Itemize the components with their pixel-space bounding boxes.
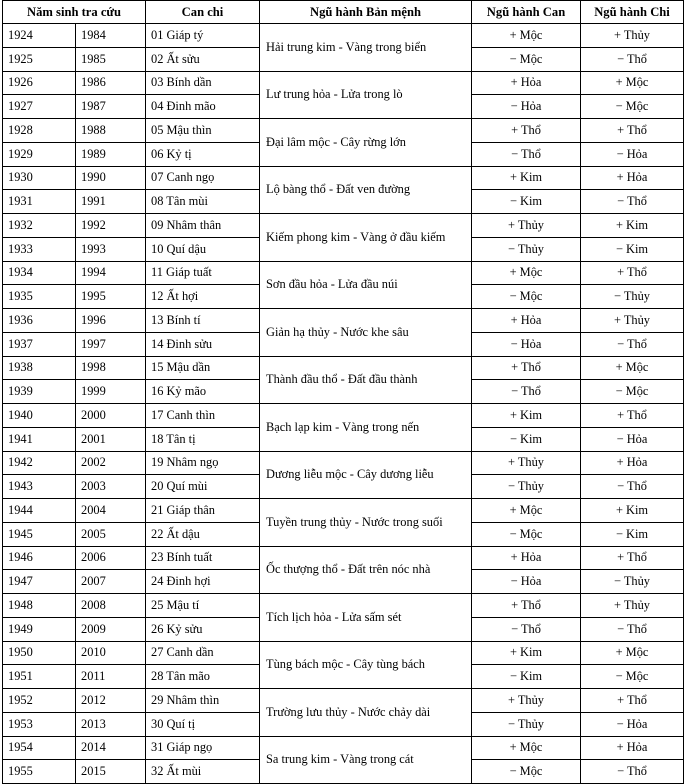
birth-year-cell: 1930: [3, 166, 76, 190]
birth-year-cell: 1955: [3, 760, 76, 784]
birth-year-alt-cell: 1984: [76, 24, 146, 48]
ngu-hanh-can-cell: − Mộc: [472, 760, 581, 784]
birth-year-cell: 1932: [3, 214, 76, 238]
ngu-hanh-can-cell: − Hỏa: [472, 570, 581, 594]
birth-year-alt-cell: 1998: [76, 356, 146, 380]
ngu-hanh-can-cell: + Thổ: [472, 119, 581, 143]
table-row: [3, 404, 684, 428]
ngu-hanh-chi-cell: + Thổ: [581, 261, 684, 285]
birth-year-cell: 1927: [3, 95, 76, 119]
birth-year-cell: 1950: [3, 641, 76, 665]
can-chi-cell: 19 Nhâm ngọ: [146, 451, 260, 475]
ngu-hanh-chi-cell: + Thổ: [581, 546, 684, 570]
can-chi-cell: 09 Nhâm thân: [146, 214, 260, 238]
ngu-hanh-can-cell: + Kim: [472, 166, 581, 190]
birth-year-cell: 1931: [3, 190, 76, 214]
birth-year-cell: 1940: [3, 404, 76, 428]
ban-menh-cell: Giản hạ thủy - Nước khe sâu: [260, 309, 472, 357]
table-row: [3, 309, 684, 333]
ngu-hanh-chi-cell: − Thổ: [581, 475, 684, 499]
can-chi-cell: 16 Kỷ mão: [146, 380, 260, 404]
header-ban-menh: Ngũ hành Bản mệnh: [260, 1, 472, 24]
ngu-hanh-chi-cell: − Hỏa: [581, 142, 684, 166]
birth-year-alt-cell: 1993: [76, 237, 146, 261]
birth-year-cell: 1941: [3, 427, 76, 451]
ngu-hanh-chi-cell: − Thổ: [581, 760, 684, 784]
birth-year-alt-cell: 2009: [76, 617, 146, 641]
birth-year-cell: 1946: [3, 546, 76, 570]
ngu-hanh-chi-cell: − Thổ: [581, 190, 684, 214]
birth-year-alt-cell: 2010: [76, 641, 146, 665]
ngu-hanh-can-cell: − Mộc: [472, 47, 581, 71]
birth-year-cell: 1942: [3, 451, 76, 475]
header-row: [3, 1, 684, 24]
ngu-hanh-can-cell: − Hỏa: [472, 332, 581, 356]
ngu-hanh-can-cell: − Thủy: [472, 237, 581, 261]
can-chi-cell: 22 Ất dậu: [146, 522, 260, 546]
birth-year-cell: 1937: [3, 332, 76, 356]
can-chi-cell: 11 Giáp tuất: [146, 261, 260, 285]
ngu-hanh-chi-cell: − Thổ: [581, 47, 684, 71]
can-chi-cell: 03 Bính dần: [146, 71, 260, 95]
ban-menh-cell: Dương liễu mộc - Cây dương liễu: [260, 451, 472, 499]
ngu-hanh-chi-cell: + Mộc: [581, 71, 684, 95]
birth-year-cell: 1929: [3, 142, 76, 166]
header-can-chi: Can chi: [146, 1, 260, 24]
can-chi-cell: 18 Tân tị: [146, 427, 260, 451]
ngu-hanh-chi-cell: + Hỏa: [581, 736, 684, 760]
can-chi-cell: 08 Tân mùi: [146, 190, 260, 214]
ngu-hanh-can-cell: + Mộc: [472, 261, 581, 285]
ngu-hanh-can-cell: − Thủy: [472, 712, 581, 736]
birth-year-alt-cell: 2005: [76, 522, 146, 546]
ban-menh-cell: Sơn đầu hỏa - Lửa đầu núi: [260, 261, 472, 309]
table-row: [3, 166, 684, 190]
birth-year-cell: 1933: [3, 237, 76, 261]
ban-menh-cell: Sa trung kim - Vàng trong cát: [260, 736, 472, 784]
ban-menh-cell: Lư trung hỏa - Lửa trong lò: [260, 71, 472, 119]
birth-year-cell: 1954: [3, 736, 76, 760]
ban-menh-cell: Kiếm phong kim - Vàng ở đầu kiếm: [260, 214, 472, 262]
ngu-hanh-chi-cell: − Kim: [581, 237, 684, 261]
birth-year-alt-cell: 2000: [76, 404, 146, 428]
birth-year-cell: 1934: [3, 261, 76, 285]
table-row: [3, 641, 684, 665]
table-row: [3, 594, 684, 618]
ngu-hanh-can-cell: + Mộc: [472, 736, 581, 760]
ngu-hanh-can-cell: + Thủy: [472, 214, 581, 238]
ban-menh-cell: Ốc thượng thổ - Đất trên nóc nhà: [260, 546, 472, 594]
can-chi-cell: 27 Canh dần: [146, 641, 260, 665]
can-chi-cell: 32 Ất mùi: [146, 760, 260, 784]
birth-year-cell: 1938: [3, 356, 76, 380]
ban-menh-cell: Trường lưu thủy - Nước chảy dài: [260, 689, 472, 737]
ngu-hanh-can-cell: − Mộc: [472, 285, 581, 309]
ban-menh-cell: Tích lịch hỏa - Lửa sấm sét: [260, 594, 472, 642]
birth-year-cell: 1928: [3, 119, 76, 143]
ngu-hanh-can-cell: − Kim: [472, 427, 581, 451]
ngu-hanh-chi-cell: − Thủy: [581, 285, 684, 309]
birth-year-cell: 1943: [3, 475, 76, 499]
ngu-hanh-chi-cell: + Thủy: [581, 594, 684, 618]
table-row: [3, 214, 684, 238]
birth-year-alt-cell: 1985: [76, 47, 146, 71]
birth-year-cell: 1935: [3, 285, 76, 309]
ngu-hanh-can-cell: − Hỏa: [472, 95, 581, 119]
can-chi-cell: 05 Mậu thìn: [146, 119, 260, 143]
birth-year-alt-cell: 1995: [76, 285, 146, 309]
ngu-hanh-can-cell: + Mộc: [472, 24, 581, 48]
birth-year-cell: 1926: [3, 71, 76, 95]
birth-year-alt-cell: 2012: [76, 689, 146, 713]
ngu-hanh-chi-cell: + Thổ: [581, 689, 684, 713]
table-row: [3, 546, 684, 570]
birth-year-cell: 1945: [3, 522, 76, 546]
ban-menh-cell: Đại lâm mộc - Cây rừng lớn: [260, 119, 472, 167]
ban-menh-cell: Bạch lạp kim - Vàng trong nến: [260, 404, 472, 452]
ban-menh-cell: Hải trung kim - Vàng trong biển: [260, 24, 472, 72]
ngu-hanh-chi-cell: + Hỏa: [581, 451, 684, 475]
ngu-hanh-can-cell: − Thổ: [472, 142, 581, 166]
can-chi-cell: 15 Mậu dần: [146, 356, 260, 380]
can-chi-cell: 23 Bính tuất: [146, 546, 260, 570]
can-chi-cell: 26 Kỷ sửu: [146, 617, 260, 641]
birth-year-cell: 1924: [3, 24, 76, 48]
birth-year-alt-cell: 1994: [76, 261, 146, 285]
birth-year-alt-cell: 1990: [76, 166, 146, 190]
can-chi-cell: 24 Đinh hợi: [146, 570, 260, 594]
can-chi-cell: 06 Kỷ tị: [146, 142, 260, 166]
ban-menh-cell: Tuyền trung thủy - Nước trong suối: [260, 499, 472, 547]
ban-menh-cell: Thành đầu thổ - Đất đầu thành: [260, 356, 472, 404]
can-chi-cell: 25 Mậu tí: [146, 594, 260, 618]
table-row: [3, 356, 684, 380]
header-ngu-hanh-can: Ngũ hành Can: [472, 1, 581, 24]
birth-year-alt-cell: 2007: [76, 570, 146, 594]
ngu-hanh-can-cell: − Mộc: [472, 522, 581, 546]
ngu-hanh-can-cell: − Kim: [472, 190, 581, 214]
can-chi-cell: 12 Ất hợi: [146, 285, 260, 309]
can-chi-cell: 13 Bính tí: [146, 309, 260, 333]
birth-year-alt-cell: 1991: [76, 190, 146, 214]
birth-year-cell: 1949: [3, 617, 76, 641]
birth-year-alt-cell: 2011: [76, 665, 146, 689]
ngu-hanh-chi-cell: + Mộc: [581, 356, 684, 380]
ban-menh-cell: Lộ bàng thổ - Đất ven đường: [260, 166, 472, 214]
table-row: [3, 451, 684, 475]
table-row: [3, 689, 684, 713]
ngu-hanh-can-cell: + Thủy: [472, 451, 581, 475]
ngu-hanh-can-cell: + Mộc: [472, 499, 581, 523]
can-chi-table: [2, 0, 684, 784]
birth-year-cell: 1952: [3, 689, 76, 713]
header-ngu-hanh-chi: Ngũ hành Chi: [581, 1, 684, 24]
table-header: [3, 1, 684, 24]
ngu-hanh-chi-cell: + Kim: [581, 214, 684, 238]
birth-year-alt-cell: 2004: [76, 499, 146, 523]
birth-year-alt-cell: 1999: [76, 380, 146, 404]
birth-year-alt-cell: 1987: [76, 95, 146, 119]
ngu-hanh-can-cell: − Thủy: [472, 475, 581, 499]
table-row: [3, 119, 684, 143]
can-chi-cell: 29 Nhâm thìn: [146, 689, 260, 713]
ngu-hanh-chi-cell: + Thủy: [581, 309, 684, 333]
ngu-hanh-can-cell: − Thổ: [472, 380, 581, 404]
birth-year-cell: 1925: [3, 47, 76, 71]
can-chi-cell: 30 Quí tị: [146, 712, 260, 736]
header-birth-year: Năm sinh tra cứu: [3, 1, 146, 24]
table-row: [3, 24, 684, 48]
birth-year-cell: 1948: [3, 594, 76, 618]
can-chi-cell: 02 Ất sửu: [146, 47, 260, 71]
can-chi-cell: 10 Quí dậu: [146, 237, 260, 261]
ngu-hanh-can-cell: + Kim: [472, 404, 581, 428]
birth-year-alt-cell: 2003: [76, 475, 146, 499]
birth-year-alt-cell: 2015: [76, 760, 146, 784]
can-chi-cell: 28 Tân mão: [146, 665, 260, 689]
birth-year-alt-cell: 2014: [76, 736, 146, 760]
can-chi-cell: 20 Quí mùi: [146, 475, 260, 499]
birth-year-alt-cell: 2002: [76, 451, 146, 475]
ngu-hanh-chi-cell: − Hỏa: [581, 427, 684, 451]
ngu-hanh-chi-cell: + Thổ: [581, 119, 684, 143]
table-row: [3, 261, 684, 285]
table-row: [3, 499, 684, 523]
birth-year-cell: 1944: [3, 499, 76, 523]
ngu-hanh-can-cell: + Kim: [472, 641, 581, 665]
ngu-hanh-chi-cell: − Mộc: [581, 380, 684, 404]
can-chi-cell: 07 Canh ngọ: [146, 166, 260, 190]
ban-menh-cell: Tùng bách mộc - Cây tùng bách: [260, 641, 472, 689]
birth-year-cell: 1936: [3, 309, 76, 333]
ngu-hanh-chi-cell: − Kim: [581, 522, 684, 546]
can-chi-cell: 01 Giáp tý: [146, 24, 260, 48]
birth-year-cell: 1947: [3, 570, 76, 594]
ngu-hanh-can-cell: + Thổ: [472, 356, 581, 380]
table-row: [3, 736, 684, 760]
ngu-hanh-chi-cell: + Mộc: [581, 641, 684, 665]
birth-year-alt-cell: 1989: [76, 142, 146, 166]
can-chi-cell: 04 Đinh mão: [146, 95, 260, 119]
ngu-hanh-chi-cell: − Thủy: [581, 570, 684, 594]
ngu-hanh-chi-cell: − Mộc: [581, 95, 684, 119]
ngu-hanh-can-cell: + Hỏa: [472, 71, 581, 95]
ngu-hanh-chi-cell: + Thủy: [581, 24, 684, 48]
ngu-hanh-chi-cell: − Mộc: [581, 665, 684, 689]
birth-year-cell: 1939: [3, 380, 76, 404]
birth-year-alt-cell: 1992: [76, 214, 146, 238]
ngu-hanh-can-cell: + Thủy: [472, 689, 581, 713]
can-chi-cell: 21 Giáp thân: [146, 499, 260, 523]
ngu-hanh-chi-cell: − Thổ: [581, 332, 684, 356]
can-chi-cell: 31 Giáp ngọ: [146, 736, 260, 760]
birth-year-alt-cell: 2001: [76, 427, 146, 451]
birth-year-alt-cell: 2013: [76, 712, 146, 736]
ngu-hanh-chi-cell: + Thổ: [581, 404, 684, 428]
birth-year-alt-cell: 1997: [76, 332, 146, 356]
birth-year-alt-cell: 1988: [76, 119, 146, 143]
ngu-hanh-can-cell: + Hỏa: [472, 546, 581, 570]
ngu-hanh-chi-cell: + Kim: [581, 499, 684, 523]
ngu-hanh-can-cell: + Thổ: [472, 594, 581, 618]
can-chi-cell: 17 Canh thìn: [146, 404, 260, 428]
ngu-hanh-chi-cell: + Hỏa: [581, 166, 684, 190]
ngu-hanh-can-cell: + Hỏa: [472, 309, 581, 333]
birth-year-alt-cell: 1986: [76, 71, 146, 95]
ngu-hanh-chi-cell: − Hỏa: [581, 712, 684, 736]
birth-year-alt-cell: 1996: [76, 309, 146, 333]
ngu-hanh-can-cell: − Kim: [472, 665, 581, 689]
table-body: [3, 24, 684, 784]
birth-year-alt-cell: 2006: [76, 546, 146, 570]
birth-year-cell: 1951: [3, 665, 76, 689]
birth-year-cell: 1953: [3, 712, 76, 736]
table-row: [3, 71, 684, 95]
can-chi-cell: 14 Đinh sửu: [146, 332, 260, 356]
birth-year-alt-cell: 2008: [76, 594, 146, 618]
ngu-hanh-can-cell: − Thổ: [472, 617, 581, 641]
ngu-hanh-chi-cell: − Thổ: [581, 617, 684, 641]
